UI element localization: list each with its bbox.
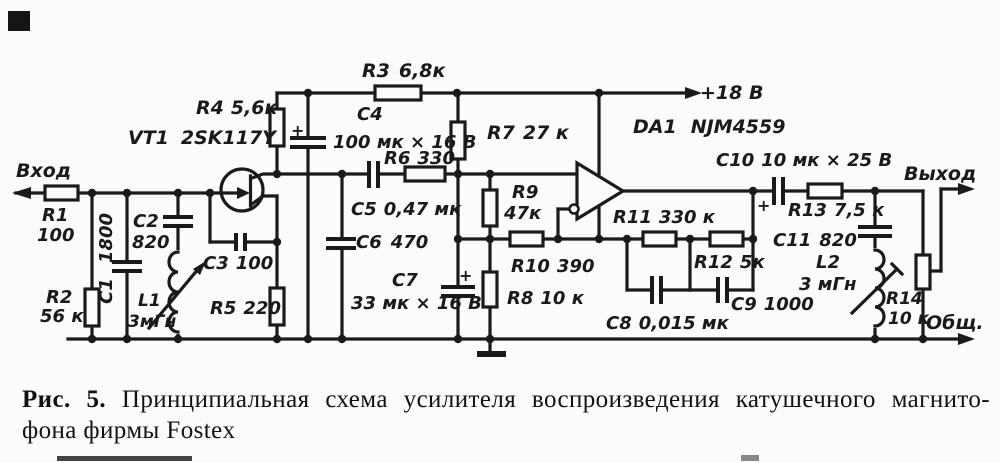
capacitor-c8 bbox=[652, 275, 661, 305]
label-vt1: VT1 2SK117Y bbox=[128, 127, 276, 149]
label-c11: С11 820 bbox=[773, 230, 857, 251]
transistor-vt1-symbol bbox=[221, 169, 277, 211]
label-r4: R4 5,6к bbox=[196, 97, 278, 119]
figure-caption bbox=[22, 384, 990, 446]
caption-line-1 bbox=[22, 384, 990, 415]
label-r6: R6 330 bbox=[384, 148, 455, 169]
capacitor-c9 bbox=[718, 276, 727, 304]
label-c1-ref: С1 bbox=[96, 278, 117, 304]
label-r12: R12 5к bbox=[694, 252, 765, 273]
label-r14-ref: R14 bbox=[886, 289, 923, 309]
resistor-r3 bbox=[375, 86, 421, 100]
capacitor-c2 bbox=[161, 217, 195, 226]
capacitor-c6 bbox=[325, 239, 358, 248]
resistor-r14-trimmer bbox=[916, 255, 930, 289]
label-c4-ref: С4 bbox=[357, 104, 383, 125]
common-arrow-icon bbox=[958, 333, 975, 345]
label-c9: С9 1000 bbox=[731, 294, 814, 315]
label-r2-ref: R2 bbox=[46, 287, 73, 308]
common-terminal-label: Общ. bbox=[926, 312, 984, 334]
label-c8: С8 0,015 мк bbox=[606, 313, 729, 334]
label-r9-ref: R9 bbox=[512, 182, 539, 203]
label-c2-value: 820 bbox=[132, 232, 170, 253]
resistor-r11 bbox=[643, 232, 676, 246]
c7-polarity-plus: + bbox=[459, 266, 473, 285]
label-r8: R8 10 к bbox=[507, 288, 584, 309]
label-l2-ref: L2 bbox=[816, 252, 840, 273]
label-c3: С3 100 bbox=[203, 253, 274, 274]
capacitor-c5 bbox=[369, 160, 378, 189]
capacitor-c11 bbox=[857, 227, 893, 236]
label-l1-value: 3мГн bbox=[128, 312, 177, 332]
label-r1-ref: R1 bbox=[42, 205, 69, 226]
label-l2-value: 3 мГн bbox=[799, 274, 857, 295]
resistor-r6 bbox=[405, 167, 445, 181]
capacitor-c3 bbox=[236, 232, 245, 252]
inverting-input-node bbox=[570, 205, 579, 214]
label-r9-value: 47к bbox=[504, 203, 542, 224]
label-r13: R13 7,5 к bbox=[788, 200, 885, 221]
resistor-r1 bbox=[45, 186, 78, 200]
label-c6: С6 470 bbox=[356, 232, 429, 253]
input-arrow-icon bbox=[12, 187, 31, 199]
scan-artifact-bottom-2 bbox=[741, 455, 759, 461]
label-c2-ref: С2 bbox=[133, 211, 159, 232]
caption-line-2 bbox=[22, 415, 990, 446]
resistor-r8 bbox=[483, 272, 497, 307]
resistor-r10 bbox=[510, 232, 543, 246]
label-r10: R10 390 bbox=[511, 256, 595, 277]
label-r11: R11 330 к bbox=[613, 207, 715, 228]
label-r5: R5 220 bbox=[210, 298, 281, 319]
label-c10: С10 10 мк × 25 В bbox=[716, 150, 893, 171]
output-terminal-label: Выход bbox=[904, 163, 977, 185]
label-c5: С5 0,47 мк bbox=[351, 199, 462, 220]
input-terminal-label: Вход bbox=[16, 160, 72, 182]
resistor-r13 bbox=[808, 184, 842, 198]
label-r7: R7 27 к bbox=[487, 122, 569, 144]
resistor-r12 bbox=[710, 232, 743, 246]
c10-polarity-plus: + bbox=[757, 196, 771, 215]
label-c4-value: 100 мк × 16 В bbox=[333, 132, 477, 153]
resistor-r9 bbox=[483, 190, 497, 226]
capacitor-c10-electrolytic bbox=[774, 176, 783, 206]
c4-polarity-plus: + bbox=[291, 121, 305, 140]
caption-figure-number: Рис. 5. bbox=[22, 386, 107, 413]
label-r1-value: 100 bbox=[37, 225, 75, 246]
label-r3: R3 6,8к bbox=[362, 60, 446, 82]
label-c1-value: 1800 bbox=[96, 212, 117, 264]
scan-artifact-bottom bbox=[57, 456, 192, 461]
supply-terminal-label: +18 В bbox=[700, 82, 764, 104]
label-r2-value: 56 к bbox=[40, 306, 84, 327]
label-c7-ref: С7 bbox=[392, 270, 418, 291]
label-l1-ref: L1 bbox=[138, 291, 161, 311]
label-da1: DA1 NJM4559 bbox=[633, 116, 786, 138]
label-r14-value: 10 к bbox=[888, 309, 930, 329]
caption-text-2: фона фирмы Fostex bbox=[22, 417, 236, 444]
caption-text-1: Принципиальная схема усилителя воспроизведения катушечного магнито- bbox=[121, 386, 991, 413]
label-c7-value: 33 мк × 16 В bbox=[351, 293, 482, 314]
